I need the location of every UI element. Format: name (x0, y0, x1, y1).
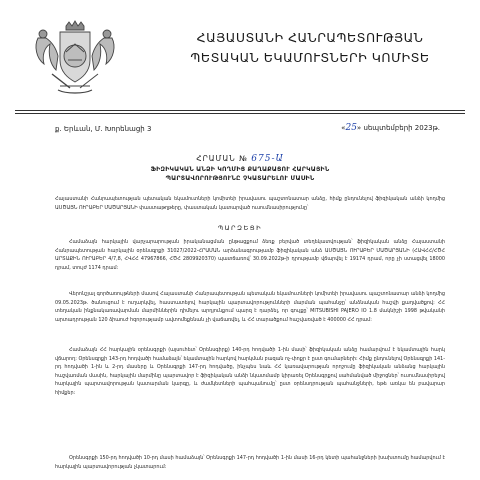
place-of-issue: ք. Երևան, Մ. Խորենացի 3 (55, 125, 152, 133)
issue-date: «25» սեպտեմբերի 2023թ. (341, 123, 440, 133)
body-paragraph-text: Վերոնշյալ գործառույթների մասով Հայաստանի Հանրապետության պետական եկամուտների կոմիտեի իրավասու պաշտոնատար անձի կողմից 09.05.2023թ. ծանուցում է ուղարկվել, հաստատելով հարկային պարտավորությունների մարման պահանջը՝ անձնական հաշվի քաղվածքով: ՀՀ տեղական ինքնակառավարման մարմիններին դիմելու արդյունքում պարզ է դարձել, որ գույքը՝ MITSUBISHI PAJERO IO 1.8 մակնիշի 1998 թվականի արտադրության 120 ձիաուժ հզորությամբ ավտոմեքենան չի վաճառվել, և ՀՀ տարածքում հաշվառված է 400000 ՀՀ դրամ: (55, 291, 445, 323)
section-heading: ՊԱՐԶԵՑԻ (217, 224, 263, 232)
body-paragraph-text: Համաձայն հարկային վարչարարության իրականացման ընթացքում ձեռք բերված տեղեկատվության՝ ֆիզիկական անձը Հայաստանի Հանրապետության հարկային օրենսգրքի 31027/2022-ՀՐԱՄԱՆ արձանագրությամբ ֆիզիկական անձ ԱՍԾԱՅՆ ՈՒՐԱԲԵՐ ՄԱԾԱՐՅԱՆԻ (ՀԱՎՀՀ/ՀԾՀ ԱՐՏԱՔԻՆ ՈՒՐԱԲԵՐ 4/7,8, ՀՎՀՀ 47967866, ՀԾՀ 2809920370) պատճառով՝ 30.09.2022թ-ի դրությամբ վճարվել է 19174 դրամ, որը չի ստացվել 18000 դրամ, տույժ 1174 դրամ: (55, 239, 445, 271)
order-number (0, 154, 480, 164)
issuer-country: ՀԱՅԱՍՏԱՆԻ ՀԱՆՐԱՊԵՏՈՒԹՅԱՆ (196, 30, 424, 45)
intro-paragraph: Հայաստանի Հանրապետության պետական եկամուտների կոմիտեի իրավասու պաշտոնատար անձը, հիմք ընդունելով ֆիզիկական անձի կողմից ԱՍԾԱՅՆ ՈՒՐԱԲԵՐ ՄԱԾԱՐՅԱՆԻ փաստաթղթերը, փաստական կատարված ուսումնասիրությունը՝ (55, 196, 445, 211)
order-title-line2: ՊԱՐՏԱՎՈՐՈՒԹՅՈՒՆԸ ՉԿԱՏԱՐԵԼՈՒ ՄԱՍԻՆ (165, 175, 315, 182)
order-number-handwritten: 675-Ա (251, 154, 284, 164)
body-paragraph-text: Օրենսգրքի 150-րդ հոդվածի 10-րդ մասի համաձայն՝ Օրենսգրքի 147-րդ հոդվածի 1-ին մասի 16-րդ կետի պահանջների խախտումը համարվում է հարկային պարտավորության չկատարում: (55, 455, 445, 470)
order-title (80, 165, 400, 183)
body-paragraph (55, 454, 445, 471)
issuer-committee: ՊԵՏԱԿԱՆ ԵԿԱՄՈՒՏՆԵՐԻ ԿՈՄԻՏԵ (190, 50, 430, 65)
body-paragraph (55, 346, 445, 397)
body-paragraph (55, 290, 445, 324)
order-number-label: ՀՐԱՄԱՆ № (196, 154, 248, 163)
body-paragraph (55, 238, 445, 272)
issuer-header (160, 28, 460, 68)
armenia-coat-of-arms-icon (30, 20, 120, 98)
header-divider (15, 110, 465, 111)
body-paragraph-text: Համաձայն ՀՀ հարկային օրենսգրքի (այսուհետ՝ Օրենսգիրք) 140-րդ հոդվածի 1-ին մասի՝ ֆիզիկական անձը համարվում է եկամտային հարկ վճարող: Օրենսգրքի 143-րդ հոդվածի համաձայն՝ եկամտային հարկով հարկման բազան ոչ-փոքր է ըստ գումարների: Հիմք ընդունելով Օրենսգրքի 141-րդ հոդվածի 1-ին և 2-րդ մասերը և Օրենսգրքի 147-րդ հոդվածը, ինչպես նաև ՀՀ կառավարության որոշումը ֆիզիկական անձանց հարկային հաշվառման մասին, հարկային մարմինը պարտավոր է ֆիզիկական անձի նկատմամբ կիրառել Օրենսգրքով սահմանված միջոցներ՝ ուսումնասիրելով հարկային պարտավորության կատարման կարգը, և ժամկետների պահպանումը՝ ըստ օրենսդրության պահանջների, եթե առկա են բավարար հիմքեր: (55, 347, 445, 396)
date-day-handwritten: 25 (345, 123, 357, 133)
header-divider-thin (15, 113, 465, 114)
order-title-line1: ՖԻԶԻԿԱԿԱՆ ԱՆՁԻ ԿՈՂՄԻՑ ՔԱՂԱՔԱՑՈՒ ՀԱՐԿԱՅԻՆ (150, 166, 330, 173)
date-month-year: սեպտեմբերի 2023թ. (363, 124, 440, 132)
